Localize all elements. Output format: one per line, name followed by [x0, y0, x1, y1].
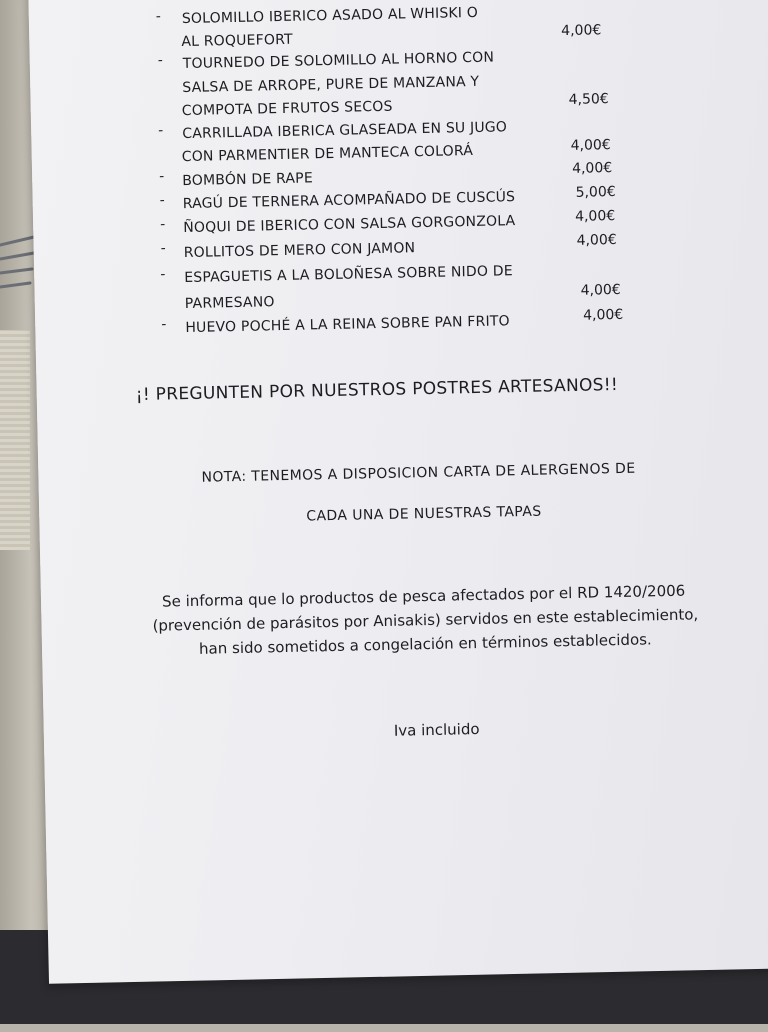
item-dash: -: [157, 52, 163, 69]
menu-item-line: AL ROQUEFORT: [181, 31, 293, 51]
menu-item-line: SALSA DE ARROPE, PURE DE MANZANA Y: [182, 73, 480, 97]
menu-item-line: ESPAGUETIS A LA BOLOÑESA SOBRE NIDO DE: [184, 263, 513, 287]
item-dash: -: [160, 216, 166, 233]
menu-item-price: 4,00€: [574, 208, 616, 225]
menu-item-line: COMPOTA DE FRUTOS SECOS: [181, 98, 393, 120]
menu-item-line: ROLLITOS DE MERO CON JAMON: [183, 240, 416, 262]
menu-item-price: 4,00€: [576, 231, 617, 249]
menu-item-line: SOLOMILLO IBERICO ASADO AL WHISKI O: [181, 4, 479, 28]
item-dash: -: [159, 192, 165, 209]
menu-item-price: 4,00€: [561, 22, 602, 40]
fishing-notice-line2: (prevención de parásitos por Anisakis) servidos en este establecimiento,: [152, 605, 699, 635]
postres-announcement: ¡! PREGUNTEN POR NUESTROS POSTRES ARTESANOS!!: [135, 374, 619, 406]
menu-item-price: 4,50€: [568, 91, 609, 108]
menu-item-line: ÑOQUI DE IBERICO CON SALSA GORGONZOLA: [183, 213, 516, 237]
item-dash: -: [159, 168, 165, 185]
menu-item-price: 4,00€: [583, 306, 624, 324]
menu-item-price: 4,00€: [570, 137, 611, 154]
menu-item-line: RAGÚ DE TERNERA ACOMPAÑADO DE CUSCÚS: [182, 189, 516, 213]
item-dash: -: [161, 316, 167, 333]
fishing-notice-line3: han sido sometidos a congelación en términos establecidos.: [198, 630, 652, 658]
menu-item-line: PARMESANO: [184, 294, 275, 313]
menu-item-line: TOURNEDO DE SOLOMILLO AL HORNO CON: [182, 49, 495, 73]
menu-item-line: BOMBÓN DE RAPE: [182, 170, 314, 190]
menu-item-price: 5,00€: [575, 183, 616, 201]
fishing-notice-line1: Se informa que lo productos de pesca afectados por el RD 1420/2006: [161, 581, 686, 611]
vat-included-note: Iva incluido: [393, 719, 480, 740]
menu-item-line: CARRILLADA IBERICA GLASEADA EN SU JUGO: [182, 119, 508, 143]
allergen-note-line1: NOTA: TENEMOS A DISPOSICION CARTA DE ALERGENOS DE: [201, 460, 636, 486]
menu-item-line: CON PARMENTIER DE MANTECA COLORÁ: [181, 142, 474, 166]
item-dash: -: [160, 266, 166, 283]
item-dash: -: [160, 240, 166, 257]
item-dash: -: [155, 8, 162, 25]
menu-item-line: HUEVO POCHÉ A LA REINA SOBRE PAN FRITO: [185, 313, 510, 337]
item-dash: -: [158, 122, 164, 139]
allergen-note-line2: CADA UNA DE NUESTRAS TAPAS: [306, 503, 542, 525]
menu-item-price: 4,00€: [571, 160, 613, 177]
menu-item-price: 4,00€: [580, 281, 621, 299]
